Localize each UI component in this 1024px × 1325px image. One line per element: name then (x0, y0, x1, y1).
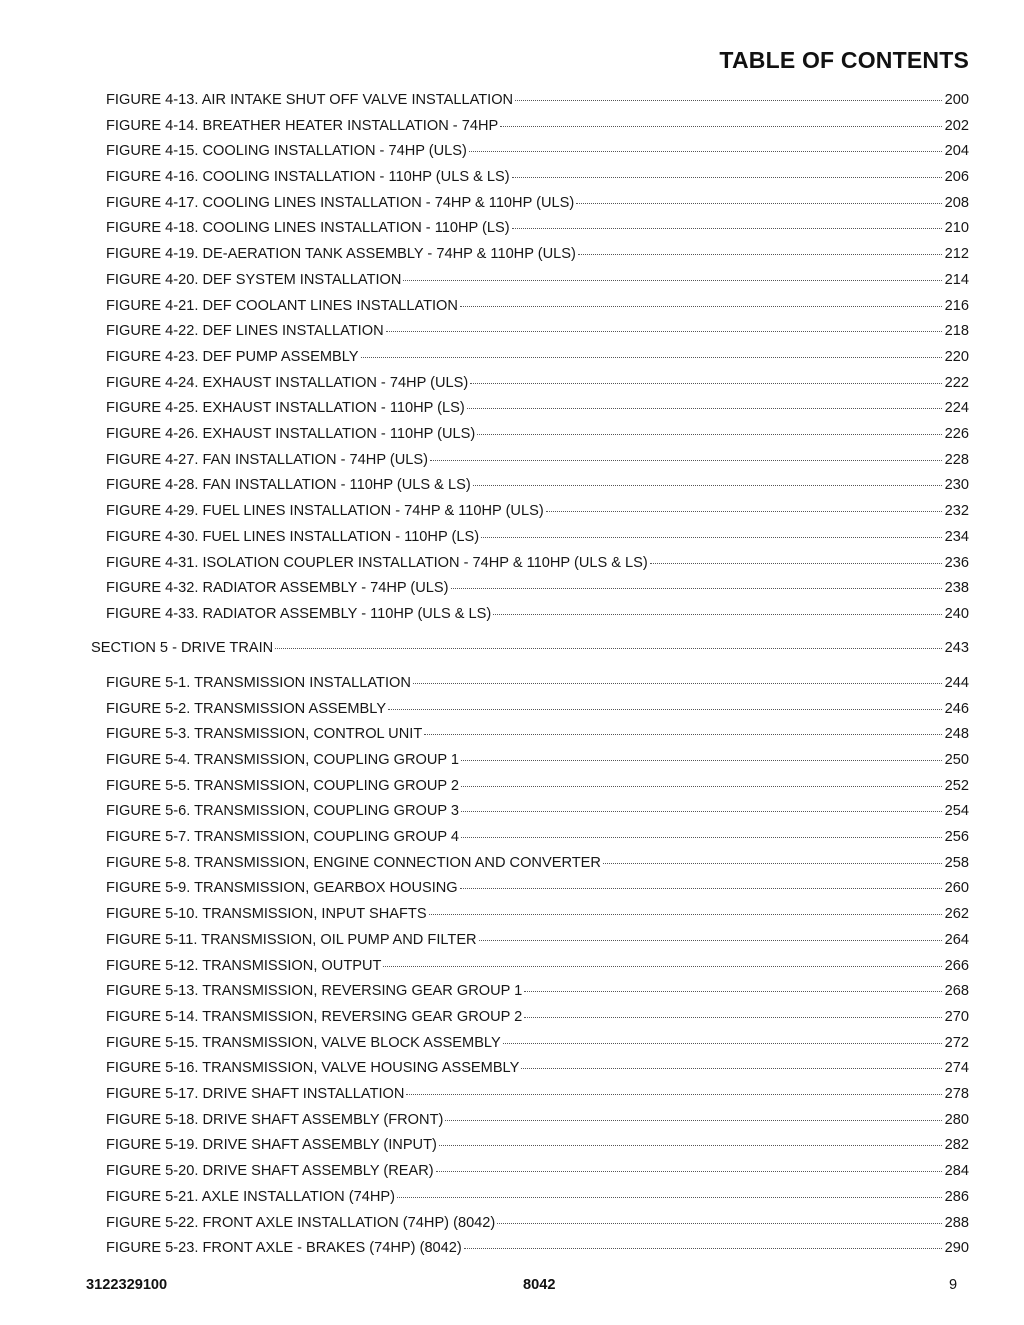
toc-figure-entry[interactable] (106, 425, 969, 443)
toc-entry-label: FIGURE 5-14. TRANSMISSION, REVERSING GEAR GROUP 2 (106, 1009, 523, 1025)
dot-leader (388, 709, 942, 710)
toc-entry-label: FIGURE 5-6. TRANSMISSION, COUPLING GROUP 3 (106, 803, 460, 819)
toc-figure-entry[interactable] (106, 982, 969, 1000)
toc-figure-entry[interactable] (106, 957, 969, 975)
toc-entry-page: 204 (944, 143, 969, 159)
toc-entry-page: 234 (944, 529, 969, 545)
toc-figure-entry[interactable] (106, 879, 969, 897)
toc-entry-label: SECTION 5 - DRIVE TRAIN (91, 640, 274, 656)
toc-figure-entry[interactable] (106, 1085, 969, 1103)
dot-leader (439, 1145, 942, 1146)
footer-part-number: 3122329100 (86, 1277, 168, 1293)
toc-entry-label: FIGURE 5-5. TRANSMISSION, COUPLING GROUP 2 (106, 778, 460, 794)
toc-figure-entry[interactable] (106, 502, 969, 520)
toc-entry-page: 264 (944, 932, 969, 948)
toc-figure-entry[interactable] (106, 931, 969, 949)
dot-leader (403, 280, 941, 281)
toc-figure-entry[interactable] (106, 828, 969, 846)
toc-entry-page: 288 (944, 1215, 969, 1231)
dot-leader (479, 940, 942, 941)
toc-entry-label: FIGURE 4-22. DEF LINES INSTALLATION (106, 323, 384, 339)
dot-leader (493, 614, 941, 615)
toc-entry-page: 232 (944, 503, 969, 519)
toc-entry-label: FIGURE 5-10. TRANSMISSION, INPUT SHAFTS (106, 906, 427, 922)
toc-entry-page: 246 (944, 701, 969, 717)
toc-figure-entry[interactable] (106, 1059, 969, 1077)
toc-figure-entry[interactable] (106, 905, 969, 923)
toc-entry-label: FIGURE 5-16. TRANSMISSION, VALVE HOUSING ASSEMBLY (106, 1060, 520, 1076)
toc-entry-label: FIGURE 4-13. AIR INTAKE SHUT OFF VALVE INSTALLATION (106, 92, 514, 108)
toc-entry-label: FIGURE 5-7. TRANSMISSION, COUPLING GROUP 4 (106, 829, 460, 845)
toc-entry-label: FIGURE 4-19. DE-AERATION TANK ASSEMBLY - 74HP & 110HP (ULS) (106, 246, 576, 262)
toc-entry-label: FIGURE 4-15. COOLING INSTALLATION - 74HP (ULS) (106, 143, 467, 159)
toc-figure-entry[interactable] (106, 854, 969, 872)
toc-figure-entry[interactable] (106, 91, 969, 109)
toc-figure-entry[interactable] (106, 297, 969, 315)
toc-figure-entry[interactable] (106, 219, 969, 237)
toc-entry-label: FIGURE 4-18. COOLING LINES INSTALLATION - 110HP (LS) (106, 220, 510, 236)
toc-entry-page: 240 (944, 606, 969, 622)
toc-entry-page: 266 (944, 958, 969, 974)
toc-figure-entry[interactable] (106, 322, 969, 340)
toc-entry-label: FIGURE 4-28. FAN INSTALLATION - 110HP (ULS & LS) (106, 477, 471, 493)
toc-figure-entry[interactable] (106, 142, 969, 160)
toc-entry-label: FIGURE 5-9. TRANSMISSION, GEARBOX HOUSING (106, 880, 458, 896)
toc-entry-page: 200 (944, 92, 969, 108)
dot-leader (430, 460, 942, 461)
toc-figure-entry[interactable] (106, 674, 969, 692)
toc-entry-label: FIGURE 4-29. FUEL LINES INSTALLATION - 74HP & 110HP (ULS) (106, 503, 544, 519)
toc-entry-page: 244 (944, 675, 969, 691)
toc-entry-label: FIGURE 5-15. TRANSMISSION, VALVE BLOCK ASSEMBLY (106, 1035, 501, 1051)
toc-figure-entry[interactable] (106, 528, 969, 546)
dot-leader (275, 648, 941, 649)
toc-entry-label: FIGURE 4-32. RADIATOR ASSEMBLY - 74HP (ULS) (106, 580, 449, 596)
toc-entry-page: 238 (944, 580, 969, 596)
toc-entry-label: FIGURE 5-22. FRONT AXLE INSTALLATION (74HP) (8042) (106, 1215, 496, 1231)
toc-entry-page: 258 (944, 855, 969, 871)
toc-figure-entry[interactable] (106, 476, 969, 494)
dot-leader (436, 1171, 942, 1172)
toc-entry-label: FIGURE 5-12. TRANSMISSION, OUTPUT (106, 958, 382, 974)
toc-entry-label: FIGURE 4-16. COOLING INSTALLATION - 110HP (ULS & LS) (106, 169, 510, 185)
toc-figure-entry[interactable] (106, 802, 969, 820)
dot-leader (429, 914, 942, 915)
toc-figure-entry[interactable] (106, 605, 969, 623)
toc-section-entry[interactable] (91, 639, 969, 657)
dot-leader (461, 811, 942, 812)
dot-leader (524, 991, 941, 992)
toc-entry-label: FIGURE 5-1. TRANSMISSION INSTALLATION (106, 675, 411, 691)
toc-entry-label: FIGURE 5-2. TRANSMISSION ASSEMBLY (106, 701, 387, 717)
toc-figure-entry[interactable] (106, 554, 969, 572)
dot-leader (461, 760, 942, 761)
toc-entry-label: FIGURE 5-13. TRANSMISSION, REVERSING GEAR GROUP 1 (106, 983, 523, 999)
dot-leader (451, 588, 942, 589)
toc-figure-entry[interactable] (106, 579, 969, 597)
toc-entry-label: FIGURE 4-27. FAN INSTALLATION - 74HP (ULS) (106, 452, 428, 468)
toc-entry-page: 272 (944, 1035, 969, 1051)
toc-entry-page: 270 (944, 1009, 969, 1025)
dot-leader (497, 1223, 941, 1224)
toc-figure-entry[interactable] (106, 117, 969, 135)
toc-figure-entry[interactable] (106, 1214, 969, 1232)
toc-entry-page: 262 (944, 906, 969, 922)
toc-entry-page: 256 (944, 829, 969, 845)
footer-model: 8042 (523, 1277, 556, 1293)
toc-entry-page: 286 (944, 1189, 969, 1205)
toc-entry-label: FIGURE 5-19. DRIVE SHAFT ASSEMBLY (INPUT) (106, 1137, 437, 1153)
toc-entry-page: 222 (944, 375, 969, 391)
toc-entry-label: FIGURE 4-25. EXHAUST INSTALLATION - 110HP (LS) (106, 400, 465, 416)
toc-figure-entry[interactable] (106, 725, 969, 743)
toc-entry-page: 274 (944, 1060, 969, 1076)
dot-leader (521, 1068, 941, 1069)
toc-entry-label: FIGURE 4-14. BREATHER HEATER INSTALLATION - 74HP (106, 118, 499, 134)
toc-entry-page: 220 (944, 349, 969, 365)
toc-entry-page: 230 (944, 477, 969, 493)
toc-entry-page: 290 (944, 1240, 969, 1256)
toc-figure-entry[interactable] (106, 1034, 969, 1052)
toc-entry-page: 224 (944, 400, 969, 416)
toc-figure-entry[interactable] (106, 751, 969, 769)
toc-entry-label: FIGURE 5-8. TRANSMISSION, ENGINE CONNECTION AND CONVERTER (106, 855, 601, 871)
toc-entry-label: FIGURE 4-23. DEF PUMP ASSEMBLY (106, 349, 359, 365)
dot-leader (603, 863, 942, 864)
toc-entry-page: 212 (944, 246, 969, 262)
dot-leader (473, 485, 942, 486)
toc-figure-entry[interactable] (106, 1188, 969, 1206)
footer-page-number: 9 (949, 1277, 958, 1293)
toc-figure-entry[interactable] (106, 399, 969, 417)
toc-figure-entry[interactable] (106, 271, 969, 289)
dot-leader (461, 786, 942, 787)
dot-leader (460, 888, 942, 889)
toc-entry-page: 252 (944, 778, 969, 794)
toc-figure-entry[interactable] (106, 1008, 969, 1026)
toc-entry-page: 280 (944, 1112, 969, 1128)
dot-leader (578, 254, 942, 255)
toc-figure-entry[interactable] (106, 1111, 969, 1129)
toc-entry-label: FIGURE 5-11. TRANSMISSION, OIL PUMP AND FILTER (106, 932, 477, 948)
dot-leader (467, 408, 942, 409)
toc-entry-page: 210 (944, 220, 969, 236)
toc-entry-page: 282 (944, 1137, 969, 1153)
toc-figure-entry[interactable] (106, 1239, 969, 1257)
dot-leader (413, 683, 942, 684)
toc-entry-label: FIGURE 5-21. AXLE INSTALLATION (74HP) (106, 1189, 395, 1205)
toc-entry-page: 250 (944, 752, 969, 768)
dot-leader (383, 966, 941, 967)
page-title: TABLE OF CONTENTS (719, 47, 969, 73)
toc-figure-entry[interactable] (106, 194, 969, 212)
toc-figure-entry[interactable] (106, 168, 969, 186)
toc-entry-page: 228 (944, 452, 969, 468)
dot-leader (406, 1094, 941, 1095)
toc-figure-entry[interactable] (106, 1136, 969, 1154)
toc-entry-page: 214 (944, 272, 969, 288)
dot-leader (397, 1197, 942, 1198)
toc-entry-page: 216 (944, 298, 969, 314)
toc-entry-page: 248 (944, 726, 969, 742)
dot-leader (445, 1120, 941, 1121)
toc-entry-page: 243 (944, 640, 969, 656)
dot-leader (477, 434, 941, 435)
dot-leader (512, 228, 942, 229)
toc-entry-page: 284 (944, 1163, 969, 1179)
dot-leader (481, 537, 942, 538)
toc-figure-entry[interactable] (106, 348, 969, 366)
toc-entry-page: 278 (944, 1086, 969, 1102)
toc-figure-entry[interactable] (106, 777, 969, 795)
toc-entry-label: FIGURE 4-26. EXHAUST INSTALLATION - 110HP (ULS) (106, 426, 476, 442)
dot-leader (500, 126, 941, 127)
toc-entry-page: 218 (944, 323, 969, 339)
dot-leader (386, 331, 942, 332)
dot-leader (361, 357, 942, 358)
toc-entry-page: 260 (944, 880, 969, 896)
toc-entry-label: FIGURE 4-17. COOLING LINES INSTALLATION - 74HP & 110HP (ULS) (106, 195, 575, 211)
toc-entry-page: 236 (944, 555, 969, 571)
toc-entry-label: FIGURE 5-20. DRIVE SHAFT ASSEMBLY (REAR) (106, 1163, 434, 1179)
toc-entry-page: 268 (944, 983, 969, 999)
dot-leader (546, 511, 942, 512)
toc-entry-label: FIGURE 5-17. DRIVE SHAFT INSTALLATION (106, 1086, 405, 1102)
toc-entry-label: FIGURE 4-24. EXHAUST INSTALLATION - 74HP (ULS) (106, 375, 469, 391)
dot-leader (469, 151, 942, 152)
toc-entry-page: 206 (944, 169, 969, 185)
toc-figure-entry[interactable] (106, 374, 969, 392)
dot-leader (503, 1043, 942, 1044)
toc-entry-label: FIGURE 4-31. ISOLATION COUPLER INSTALLATION - 74HP & 110HP (ULS & LS) (106, 555, 648, 571)
toc-entry-label: FIGURE 4-20. DEF SYSTEM INSTALLATION (106, 272, 402, 288)
toc-entry-label: FIGURE 5-4. TRANSMISSION, COUPLING GROUP 1 (106, 752, 460, 768)
toc-entry-page: 226 (944, 426, 969, 442)
dot-leader (470, 383, 941, 384)
dot-leader (461, 837, 942, 838)
toc-figure-entry[interactable] (106, 700, 969, 718)
toc-figure-entry[interactable] (106, 245, 969, 263)
toc-entry-label: FIGURE 4-21. DEF COOLANT LINES INSTALLATION (106, 298, 458, 314)
toc-entry-page: 254 (944, 803, 969, 819)
toc-entry-label: FIGURE 4-30. FUEL LINES INSTALLATION - 110HP (LS) (106, 529, 480, 545)
dot-leader (424, 734, 941, 735)
dot-leader (515, 100, 942, 101)
toc-entry-label: FIGURE 5-3. TRANSMISSION, CONTROL UNIT (106, 726, 423, 742)
toc-figure-entry[interactable] (106, 1162, 969, 1180)
dot-leader (576, 203, 941, 204)
dot-leader (512, 177, 942, 178)
dot-leader (460, 306, 942, 307)
toc-entry-label: FIGURE 5-23. FRONT AXLE - BRAKES (74HP) (8042) (106, 1240, 462, 1256)
dot-leader (524, 1017, 941, 1018)
toc-entry-label: FIGURE 4-33. RADIATOR ASSEMBLY - 110HP (ULS & LS) (106, 606, 492, 622)
toc-entry-page: 202 (944, 118, 969, 134)
dot-leader (464, 1248, 942, 1249)
dot-leader (650, 563, 942, 564)
toc-entry-label: FIGURE 5-18. DRIVE SHAFT ASSEMBLY (FRONT) (106, 1112, 444, 1128)
toc-figure-entry[interactable] (106, 451, 969, 469)
toc-entry-page: 208 (944, 195, 969, 211)
